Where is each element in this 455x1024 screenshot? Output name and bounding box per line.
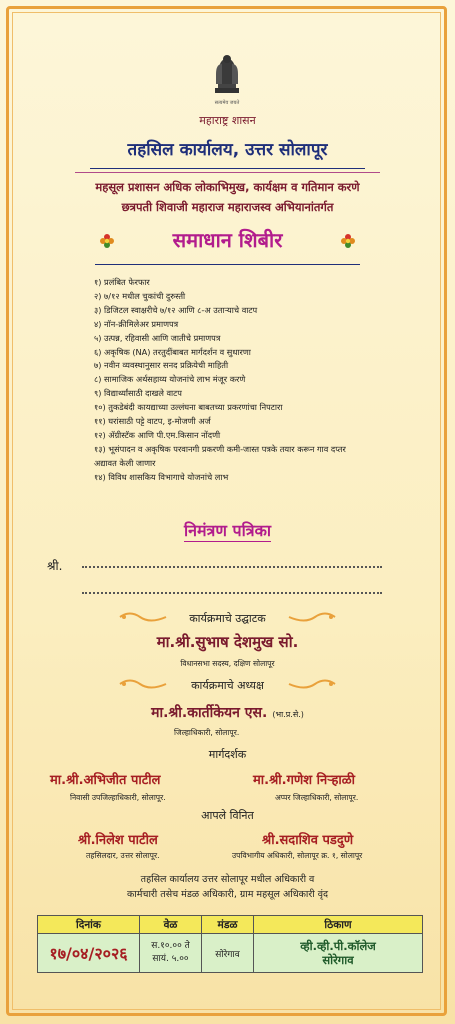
- president-designation: जिल्हाधिकारी, सोलापूर.: [174, 728, 240, 737]
- page-title: समाधान शिबीर: [172, 228, 283, 252]
- list-item: १२) ॲग्रीस्टॅक आणि पी.एम.किसान नोंदणी: [94, 429, 221, 440]
- list-item: १४) विविध शासकिय विभागाचे योजनांचे लाभ: [94, 471, 229, 482]
- list-item: ९) विद्यार्थ्यांसाठी दाखले वाटप: [94, 388, 182, 399]
- inner-border: [12, 12, 441, 1010]
- subtitle-line: छत्रपती शिवाजी महाराज महाराजस्व अभियानांतर्गत: [121, 200, 334, 214]
- date-cell: १७/०४/२०२६: [38, 934, 140, 973]
- inaugurator-role: कार्यक्रमाचे उद्घाटक: [189, 612, 266, 625]
- salutation: श्री.: [47, 559, 63, 573]
- host-left-designation: तहसिलदार, उत्तर सोलापूर.: [86, 851, 160, 860]
- guide-right-designation: अप्पर जिल्हाधिकारी, सोलापूर.: [275, 793, 359, 802]
- list-item: १३) भूसंपादन व अकृषिक परवानगी प्रकरणी कमी-जास्त पत्रके तयार करून गाव दप्तर अद्यावत केली जाणार: [94, 443, 346, 468]
- guide-left-name: मा.श्री.अभिजीत पाटील: [50, 773, 161, 788]
- schedule-table: [37, 915, 423, 973]
- list-item: २) ७/१२ मधील चुकांची दुरुस्ती: [94, 290, 186, 301]
- name-blank-line: [82, 566, 382, 568]
- divider: [90, 168, 365, 169]
- circle-cell: सोरेगाव: [202, 934, 254, 973]
- guides-heading: मार्गदर्शक: [208, 748, 247, 761]
- divider: [95, 264, 360, 265]
- table-header: वेळ: [140, 916, 202, 934]
- time-cell: स.१०.०० ते सायं. ५.००: [140, 934, 202, 973]
- president-suffix: (भा.प्र.से.): [272, 710, 304, 719]
- list-item: ६) अकृषिक (NA) तरतुदींबाबत मार्गदर्शन व सुधारणा: [94, 346, 251, 357]
- table-header: ठिकाण: [254, 916, 423, 934]
- divider: [75, 172, 380, 173]
- table-row: [38, 934, 423, 973]
- government-label: महाराष्ट्र शासन: [199, 114, 256, 127]
- list-item: ७) नवीन व्यवस्थानुसार सनद प्रक्रियेची माहिती: [94, 360, 229, 371]
- list-item: ८) सामाजिक अर्थसहाय्य योजनांचे लाभ मंजूर करणे: [94, 374, 246, 385]
- footer-line: कार्मचारी तसेच मंडळ अधिकारी, ग्राम महसूल अधिकारी वृंद: [126, 889, 329, 900]
- office-title: तहसिल कार्यालय, उत्तर सोलापूर: [127, 140, 328, 160]
- inaugurator-name: मा.श्री.सुभाष देशमुख सो.: [156, 633, 299, 651]
- table-header: दिनांक: [38, 916, 140, 934]
- list-item: ११) घरांसाठी पट्टे वाटप, इ-मोजणी अर्ज: [94, 416, 211, 427]
- guide-right-name: मा.श्री.गणेश निऱ्हाळी: [253, 773, 356, 788]
- subtitle-line: महसूल प्रशासन अधिक लोकाभिमुख, कार्यक्षम व गतिमान करणे: [95, 180, 360, 194]
- services-list: [94, 276, 424, 485]
- footer-line: तहसिल कार्यालय उत्तर सोलापूर मधील अधिकारी व: [140, 874, 315, 885]
- emblem-motto: सत्यमेव जयते: [214, 100, 240, 106]
- list-item: ४) नॉन-क्रीमिलेअर प्रमाणपत्र: [94, 318, 179, 329]
- list-item: १) प्रलंबित फेरफार: [94, 277, 150, 287]
- president-role: कार्यक्रमाचे अध्यक्ष: [191, 679, 264, 692]
- host-right-name: श्री.सदाशिव पडदुणे: [262, 833, 354, 848]
- table-header-row: [38, 916, 423, 934]
- table-header: मंडळ: [202, 916, 254, 934]
- guide-left-designation: निवासी उपजिल्हाधिकारी, सोलापूर.: [70, 793, 166, 802]
- ashoka-emblem-icon: [207, 50, 247, 100]
- flower-icon: [339, 232, 357, 250]
- president-name-row: [0, 702, 455, 722]
- host-left-name: श्री.निलेश पाटील: [78, 833, 158, 848]
- host-right-designation: उपविभागीय अधिकारी, सोलापूर क्र. १, सोलापूर: [232, 851, 363, 860]
- inaugurator-designation: विधानसभा सदस्य, दक्षिण सोलापूर: [180, 659, 275, 668]
- invitation-heading: निमंत्रण पत्रिका: [183, 521, 272, 540]
- list-item: १०) तुकडेबंदी कायद्याच्या उल्लंघना बाबतच्या प्रकरणांचा निपटारा: [94, 402, 283, 413]
- name-blank-line: [82, 592, 382, 594]
- list-item: ५) उत्पन्न, रहिवासी आणि जातीचे प्रमाणपत्र: [94, 332, 221, 343]
- venue-cell: व्ही.व्ही.पी.कॉलेज सोरेगाव: [254, 934, 423, 973]
- list-item: ३) डिजिटल स्वाक्षरीचे ७/१२ आणि ८-अ उताऱ्याचे वाटप: [94, 304, 258, 315]
- hosts-heading: आपले विनित: [201, 809, 254, 822]
- president-name: मा.श्री.कार्तीकेयन एस.: [151, 705, 268, 721]
